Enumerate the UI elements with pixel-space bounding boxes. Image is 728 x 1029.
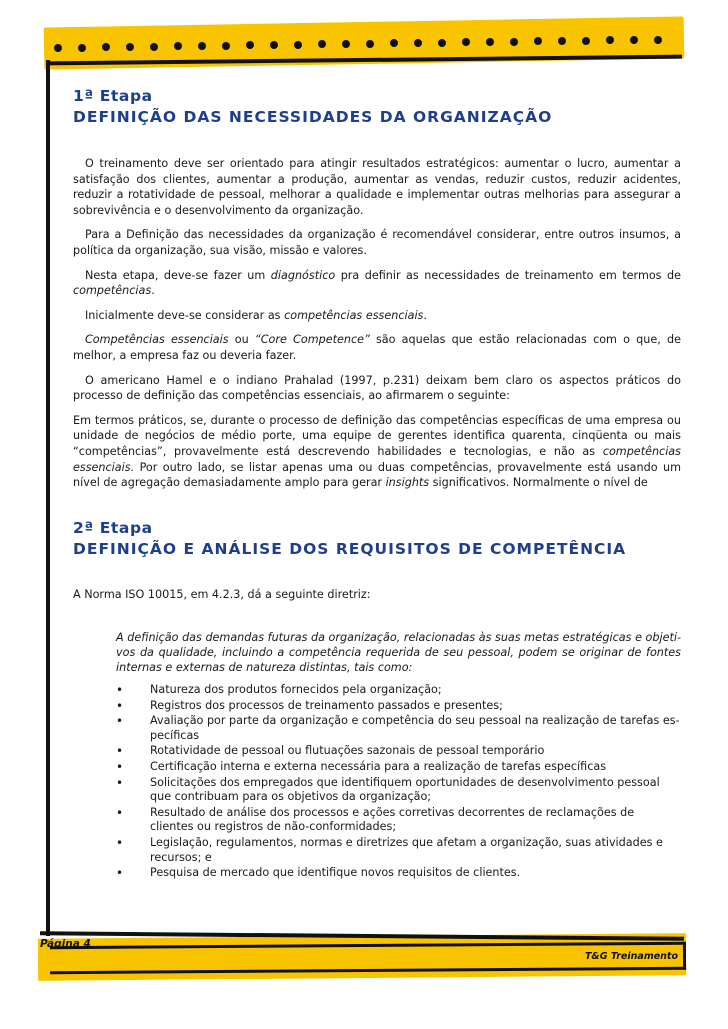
dot-decoration — [318, 40, 326, 48]
dot-decoration — [558, 37, 566, 45]
text-run: pra definir as necessidades de treinamento em termos de — [335, 268, 681, 282]
dot-decoration — [582, 37, 590, 45]
dot-decoration — [438, 39, 446, 47]
dot-decoration — [294, 41, 302, 49]
section-2-step: 2ª Etapa — [73, 519, 153, 537]
paragraph-quotation-excerpt — [73, 413, 681, 490]
dot-decoration — [390, 39, 398, 47]
text-run: Em termos práticos, se, durante o processo de definição das competências específicas de uma empresa ou unidade de negócios de médio porte, uma equipe de gerentes identifica quarenta, cinqüenta ou mais “competências”, provavelmente está descrevendo habilidades e tecnologias, e não as — [73, 413, 681, 458]
dot-decoration — [270, 41, 278, 49]
list-item: • Avaliação por parte da organização e competência do seu pessoal na realização de tarefas es-pecíficas — [116, 714, 681, 743]
list-item: • Resultado de análise dos processos e ações corretivas decorrentes de reclamações de clientes ou registros de não-conformidades; — [116, 806, 681, 835]
dot-decoration — [654, 36, 662, 44]
text-run: ou — [228, 333, 255, 347]
section-2-heading — [73, 518, 681, 560]
list-item: • Solicitações dos empregados que identifiquem oportunidades de desenvolvimento pessoal que contribuam para os objetivos da organização; — [116, 776, 681, 805]
list-item: • Legislação, regulamentos, normas e diretrizes que afetam a organização, suas atividades e recursos; e — [116, 836, 681, 865]
dot-decoration — [606, 36, 614, 44]
section-1-heading — [73, 86, 681, 128]
text-run: . — [423, 308, 427, 322]
dot-decoration — [222, 42, 230, 50]
paragraph-hamel-prahalad: O americano Hamel e o indiano Prahalad (1997, p.231) deixam bem claro os aspectos práticos do processo de definição das competências essenciais, ao afirmarem o seguinte: — [73, 373, 681, 403]
dot-decoration — [78, 44, 86, 52]
dot-decoration — [246, 41, 254, 49]
section-1-body — [73, 156, 681, 490]
text-run-italic: competências essenciais — [284, 308, 424, 322]
dot-decoration — [102, 43, 110, 51]
section-2-title: DEFINIÇÃO E ANÁLISE DOS REQUISITOS DE COMPETÊNCIA — [73, 540, 627, 558]
dot-decoration — [54, 44, 62, 52]
dot-decoration — [342, 40, 350, 48]
page-number-label: Página 4 — [40, 938, 91, 950]
list-item: • Certificação interna e externa necessária para a realização de tarefas específicas — [116, 760, 681, 775]
section-2-intro: A Norma ISO 10015, em 4.2.3, dá a seguinte diretriz: — [73, 588, 371, 601]
text-run-italic: insights — [385, 476, 430, 490]
dot-decoration — [126, 43, 134, 51]
text-run: . — [151, 284, 155, 298]
text-run: Nesta etapa, deve-se fazer um — [85, 268, 271, 282]
paragraph-core-competences-intro — [73, 308, 681, 324]
text-run: são aquelas que estão relacionadas com o que, de melhor, a empresa faz ou deveria fazer. — [73, 333, 681, 362]
dot-decoration — [150, 43, 158, 51]
section-1-step: 1ª Etapa — [73, 87, 153, 105]
text-run: Por outro lado, se listar apenas uma ou duas competências, provavelmente está usando um nível de agregação demasiadamente amplo para gerar — [73, 460, 681, 490]
section-1-title: DEFINIÇÃO DAS NECESSIDADES DA ORGANIZAÇÃO — [73, 108, 553, 126]
dot-decoration — [414, 39, 422, 47]
header-dots-decoration — [54, 34, 674, 58]
paragraph-core-competence-definition — [73, 332, 681, 363]
text-run-italic: competências — [73, 284, 152, 298]
dot-decoration — [630, 36, 638, 44]
text-run-italic: diagnóstico — [270, 268, 336, 282]
paragraph-diagnosis — [73, 268, 681, 299]
paragraph-training-goals: O treinamento deve ser orientado para atingir resultados estratégicos: aumentar o lucro, aumentar a satisfação dos clientes, aumentar a produção, aumentar as vendas, reduzir custos, reduzir acidentes, reduzir a rotatividade de pessoal, melhorar a qualidade e implementar outras melhorias para assegurar a sobrevivência e o desenvolvimento da organização. — [73, 157, 681, 217]
text-run: significativos. Normalmente o nível de — [429, 476, 648, 490]
text-run-italic: Competências essenciais — [85, 333, 229, 347]
list-item: • Natureza dos produtos fornecidos pela organização; — [116, 683, 681, 698]
dot-decoration — [198, 42, 206, 50]
text-run: Inicialmente deve-se considerar as — [85, 308, 285, 322]
dot-decoration — [510, 38, 518, 46]
requirements-list — [116, 683, 681, 882]
paragraph-definition-inputs: Para a Definição das necessidades da organização é recomendável considerar, entre outros insumos, a política da organização, sua visão, missão e valores. — [73, 228, 681, 257]
text-run-italic: “Core Competence” — [254, 333, 370, 347]
footer-brand: T&G Treinamento — [584, 951, 678, 962]
dot-decoration — [174, 42, 182, 50]
dot-decoration — [486, 38, 494, 46]
list-item: • Pesquisa de mercado que identifique novos requisitos de clientes. — [116, 866, 681, 881]
list-item: • Registros dos processos de treinamento passados e presentes; — [116, 699, 681, 714]
dot-decoration — [462, 38, 470, 46]
dot-decoration — [366, 40, 374, 48]
list-item: • Rotatividade de pessoal ou flutuações sazonais de pessoal temporário — [116, 744, 681, 759]
left-border-rule — [46, 60, 50, 936]
iso-guideline-quote: A definição das demandas futuras da organização, relacionadas às suas metas estratégicas e objeti-vos da qualidade, incluindo a competência requerida de seu pessoal, podem se originar de fontes internas e externas de natureza distintas, tais como: — [116, 631, 681, 674]
text-run-italic: competências essenciais. — [73, 444, 681, 474]
dot-decoration — [534, 37, 542, 45]
